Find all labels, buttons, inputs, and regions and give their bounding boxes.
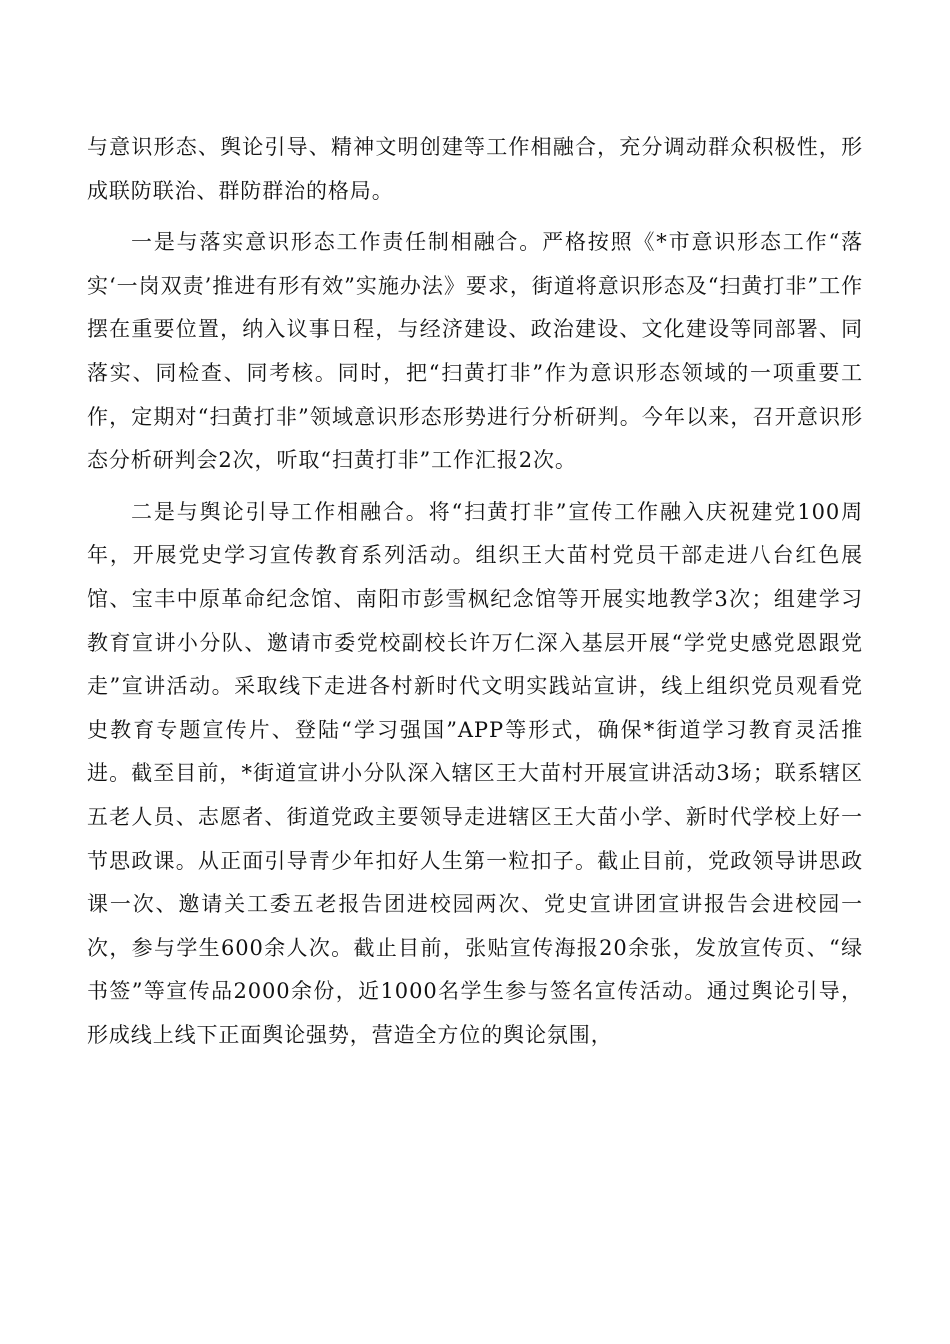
- paragraph-continuation: 与意识形态、舆论引导、精神文明创建等工作相融合，充分调动群众积极性，形成联防联治、群防群治的格局。: [87, 135, 863, 203]
- document-body: [87, 126, 863, 1057]
- paragraph-public-opinion-guidance: 二是与舆论引导工作相融合。将“扫黄打非”宣传工作融入庆祝建党100周年，开展党史学习宣传教育系列活动。组织王大苗村党员干部走进八台红色展馆、宝丰中原革命纪念馆、南阳市彭雪枫纪念馆等开展实地教学3次；组建学习教育宣讲小分队、邀请市委党校副校长许万仁深入基层开展“学党史感党恩跟党走”宣讲活动。采取线下走进各村新时代文明实践站宣讲，线上组织党员观看党史教育专题宣传片、登陆“学习强国”APP等形式，确保*街道学习教育灵活推进。截至目前，*街道宣讲小分队深入辖区王大苗村开展宣讲活动3场；联系辖区五老人员、志愿者、街道党政主要领导走进辖区王大苗小学、新时代学校上好一节思政课。从正面引导青少年扣好人生第一粒扣子。截止目前，党政领导讲思政课一次、邀请关工委五老报告团进校园两次、党史宣讲团宣讲报告会进校园一次，参与学生600余人次。截止目前，张贴宣传海报20余张，发放宣传页、“绿书签”等宣传品2000余份，近1000名学生参与签名宣传活动。通过舆论引导，形成线上线下正面舆论强势，营造全方位的舆论氛围，: [87, 499, 863, 1047]
- paragraph-ideology-responsibility: 一是与落实意识形态工作责任制相融合。严格按照《*市意识形态工作“落实‘一岗双责’推进有形有效”实施办法》要求，街道将意识形态及“扫黄打非”工作摆在重要位置，纳入议事日程，与经济建设、政治建设、文化建设等同部署、同落实、同检查、同考核。同时，把“扫黄打非”作为意识形态领域的一项重要工作，定期对“扫黄打非”领域意识形态形势进行分析研判。今年以来，召开意识形态分析研判会2次，听取“扫黄打非”工作汇报2次。: [87, 230, 863, 473]
